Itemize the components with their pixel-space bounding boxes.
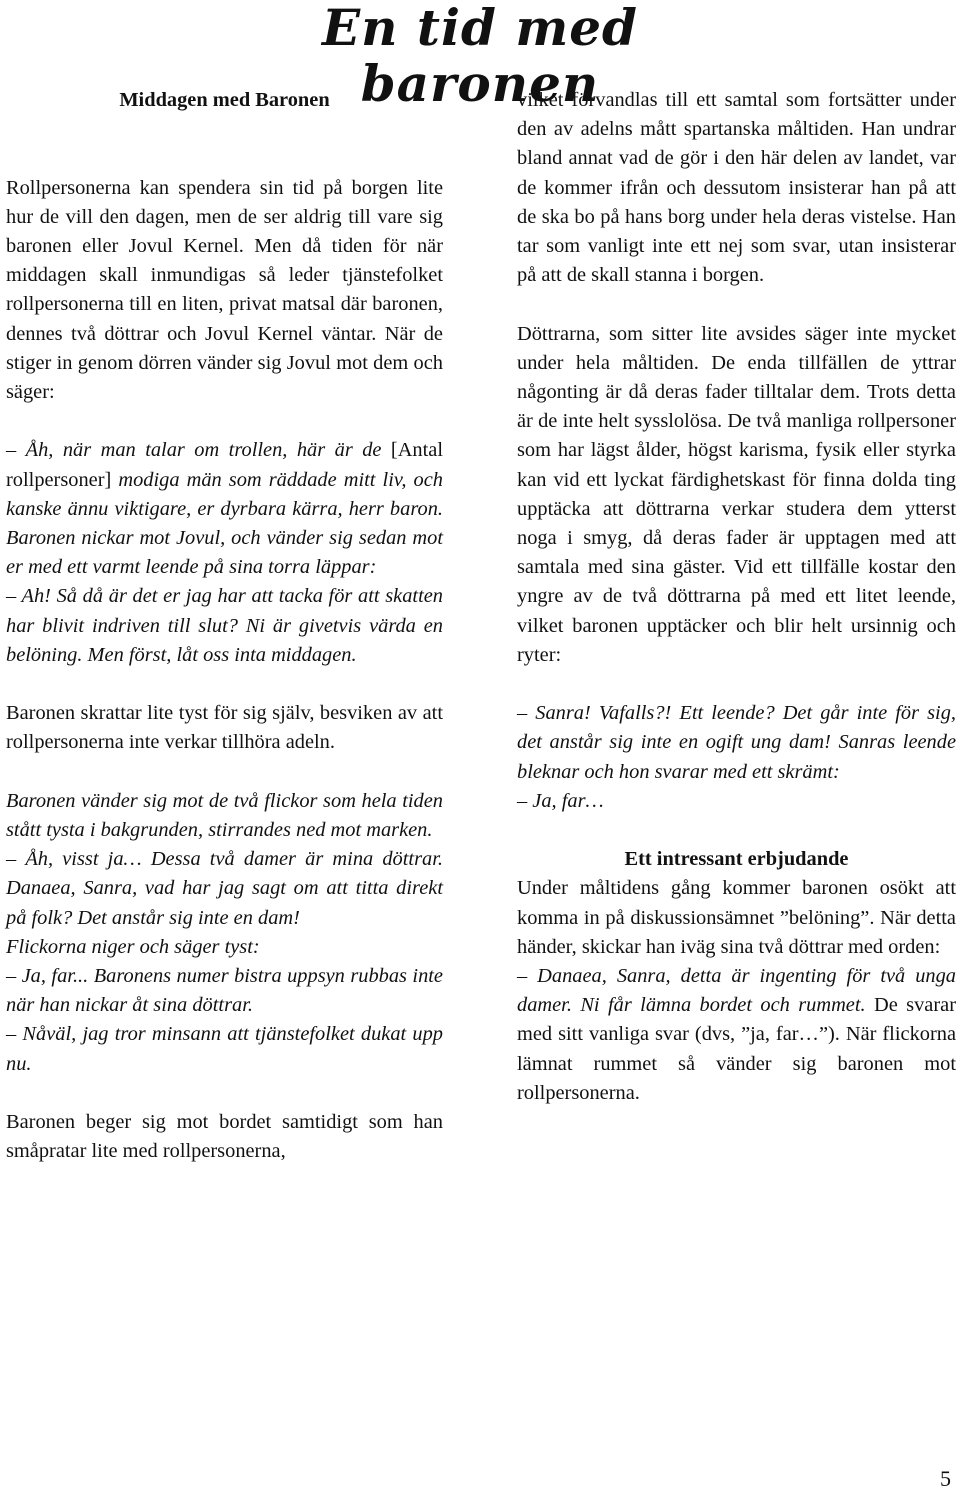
paragraph-jovul-speech (6, 436, 443, 670)
player-count-placeholder: [Antal rollpersoner] (6, 439, 443, 491)
right-column (517, 86, 956, 1108)
page-title: En tid med baronen (321, 0, 638, 113)
paragraph-intro: Rollpersonerna kan spendera sin tid på borgen lite hur de vill den dagen, men de ser aldrig till vare sig baronen eller Jovul Kernel. Men då tiden för när middagen skall inmundigas så leder tjänstefolket rollpersonerna till en liten, privat matsal där baronen, dennes två döttrar och Jovul Kernel väntar. När de stiger in genom dörren vänder sig Jovul mot dem och säger: (6, 176, 443, 404)
jovul-quote-1: – Åh, när man talar om trollen, här är de (6, 439, 391, 462)
paragraph-daughters-3: Flickorna niger och säger tyst: (6, 935, 260, 958)
paragraph-daughters-observe: Döttrarna, som sitter lite avsides säger inte mycket under hela måltiden. De enda tillfällen de yttrar någonting är då deras fader tilltalar dem. Trots detta är de inte helt sysslolösa. De två manliga rollpersoner som har lägst ålder, högst karisma, fysik eller styrka kan vid ett lyckat färdighetskast för finna dolda ting upptäcka att döttrarna verkar studera dem ytterst noga i smyg, då deras fader är upptagen med att samtala med sina gäster. Vid ett tillfälle kostar den yngre av de två döttrarna på med ett litet leende, vilket baronen upptäcker och blir helt ursinnig och ryter: (517, 322, 956, 666)
baron-quote: – Ah! Så då är det er jag har att tacka för att skatten har blivit indriven till slut? Ni är givetvis värda en belöning. Men först, låt oss inta middagen. (6, 585, 443, 666)
section-heading-dinner: Middagen med Baronen (119, 89, 330, 111)
jovul-quote-2: modiga män som räddade mitt liv, och kanske ännu viktigare, er dyrbara kärra, herr baron. (6, 468, 443, 520)
paragraph-daughters-4: – Ja, far... Baronens numer bistra uppsyn rubbas inte när han nickar åt sina döttrar. (6, 965, 443, 1017)
paragraph-daughters-2: – Åh, visst ja… Dessa två damer är mina döttrar. Danaea, Sanra, vad har jag sagt om att titta direkt på folk? Det anstår sig inte en dam! (6, 848, 443, 929)
page-number: 5 (940, 1466, 951, 1491)
paragraph-conversation: vilket förvandlas till ett samtal som fortsätter under den av adelns mått spartanska måltiden. Han undrar bland annat vad de gör i den här delen av landet, var de kommer ifrån och dessutom insisterar han på att de ska bo på hans borg under hela deras vistelse. Han tar som vanligt inte ett nej som svar, utan insisterar på att de skall stanna i borgen. (517, 89, 956, 287)
baron-dismisses-daughters: – Danaea, Sanra, detta är ingenting för två unga damer. Ni får lämna bordet och rummet. (517, 965, 956, 1017)
reward-intro: Under måltidens gång kommer baronen osökt att komma in på diskussionsämnet ”belöning”. När detta händer, skickar han iväg sina två döttrar med orden: (517, 877, 956, 958)
baron-nod-text: Baronen nickar mot Jovul, och vänder sig sedan mot er med ett varmt leende på sina torra läppar: (6, 527, 443, 579)
reward-outro: De svarar med sitt vanliga svar (dvs, ”ja, far…”). När flickorna lämnat rummet så vänder sig baronen mot rollpersonerna. (517, 994, 956, 1104)
paragraph-daughters-5: – Nåväl, jag tror minsann att tjänstefolket dukat upp nu. (6, 1023, 443, 1075)
left-column (6, 86, 443, 1166)
paragraph-sanra-scolded: – Sanra! Vafalls?! Ett leende? Det går inte för sig, det anstår sig inte en ogift ung dam! Sanras leende bleknar och hon svarar med ett skrämt: (517, 702, 956, 783)
paragraph-reward (517, 874, 956, 1108)
section-heading-offer: Ett intressant erbjudande (624, 848, 849, 871)
paragraph-daughters-1: Baronen vänder sig mot de två flickor som hela tiden stått tysta i bakgrunden, stirrandes ned mot marken. (6, 789, 443, 842)
paragraph-to-table: Baronen beger sig mot bordet samtidigt som han småpratar lite med rollpersonerna, (6, 1111, 443, 1163)
paragraph-sanra-reply: – Ja, far… (517, 789, 604, 812)
paragraph-baron-laughs: Baronen skrattar lite tyst för sig själv, besviken av att rollpersonerna inte verkar tillhöra adeln. (6, 702, 443, 754)
